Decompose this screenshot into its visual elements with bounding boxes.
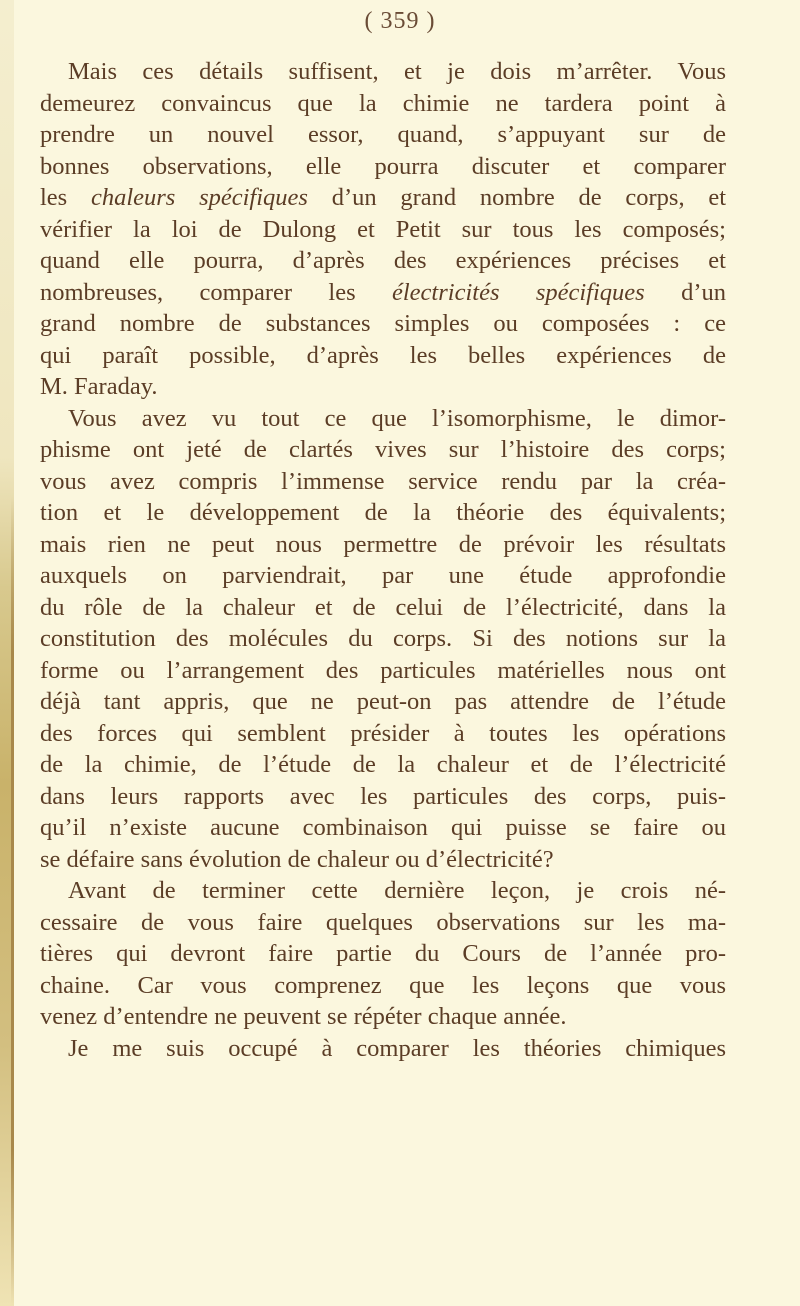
text-segment: phisme ont jeté de clartés vives sur l’histoire des corps; [40, 436, 726, 463]
text-line [40, 812, 726, 844]
text-line [40, 277, 726, 309]
text-segment: bonnes observations, elle pourra discuter et comparer [40, 152, 726, 180]
text-segment: se défaire sans évolution de chaleur ou d’électricité? [40, 845, 554, 873]
text-line [40, 592, 726, 624]
text-segment: de la chimie, de l’étude de la chaleur et de l’électricité [40, 751, 726, 778]
book-binding-edge [0, 0, 14, 1306]
text-segment: du rôle de la chaleur et de celui de l’électricité, dans la [40, 593, 726, 621]
text-segment: grand nombre de substances simples ou composées : ce [40, 310, 726, 337]
text-line [40, 245, 726, 277]
text-line [40, 88, 726, 120]
text-line [40, 466, 726, 498]
text-line [40, 403, 726, 435]
italic-term: électricités spécifiques [392, 278, 645, 306]
italic-term: chaleurs spécifiques [90, 184, 308, 211]
text-segment: forme ou l’arrangement des particules matérielles nous ont [40, 656, 726, 684]
text-segment: tières qui devront faire partie du Cours de l’année pro- [40, 940, 726, 967]
text-line [40, 119, 726, 151]
text-segment: vous avez compris l’immense service rendu par la créa- [40, 467, 726, 495]
text-segment: qui paraît possible, d’après les belles expériences de [40, 341, 726, 369]
text-line [40, 182, 726, 214]
text-segment: tion et le développement de la théorie des équivalents; [40, 499, 726, 526]
text-line [40, 623, 726, 655]
text-line [40, 875, 726, 907]
text-line [40, 970, 726, 1002]
text-line [40, 529, 726, 561]
text-segment: mais rien ne peut nous permettre de prévoir les résultats [40, 530, 726, 558]
text-segment: les [40, 184, 91, 211]
text-line [40, 560, 726, 592]
text-line [40, 371, 726, 403]
text-segment: Mais ces détails suffisent, et je dois m’arrêter. Vous [68, 58, 726, 85]
text-line [40, 151, 726, 183]
text-segment: demeurez convaincus que la chimie ne tardera point à [40, 89, 726, 117]
text-segment: venez d’entendre ne peuvent se répéter chaque année. [40, 1003, 567, 1030]
text-line [40, 749, 726, 781]
text-line [40, 781, 726, 813]
text-line [40, 718, 726, 750]
text-segment: des forces qui semblent présider à toutes les opérations [40, 719, 726, 747]
text-segment: qu’il n’existe aucune combinaison qui puisse se faire ou [40, 814, 726, 841]
text-segment: prendre un nouvel essor, quand, s’appuyant sur de [40, 121, 726, 148]
text-segment: d’un grand nombre de corps, et [307, 184, 726, 211]
text-line [40, 1033, 726, 1065]
text-line [40, 655, 726, 687]
text-line [40, 938, 726, 970]
text-segment: Je me suis occupé à comparer les théories chimiques [68, 1034, 726, 1062]
text-line [40, 497, 726, 529]
text-segment: dans leurs rapports avec les particules des corps, puis- [40, 782, 726, 810]
text-line [40, 1001, 726, 1033]
text-segment: Vous avez vu tout ce que l’isomorphisme, le dimor- [68, 404, 726, 432]
text-segment: nombreuses, comparer les [40, 278, 392, 306]
text-segment: d’un [644, 278, 726, 306]
text-segment: cessaire de vous faire quelques observations sur les ma- [40, 908, 726, 936]
text-line [40, 686, 726, 718]
text-segment: déjà tant appris, que ne peut-on pas attendre de l’étude [40, 688, 726, 715]
text-segment: auxquels on parviendrait, par une étude approfondie [40, 562, 726, 589]
text-segment: quand elle pourra, d’après des expériences précises et [40, 247, 726, 274]
text-line [40, 340, 726, 372]
text-line [40, 308, 726, 340]
text-segment: constitution des molécules du corps. Si des notions sur la [40, 625, 726, 652]
page-number: ( 359 ) [364, 8, 436, 34]
text-segment: vérifier la loi de Dulong et Petit sur tous les composés; [40, 215, 726, 243]
text-segment: chaine. Car vous comprenez que les leçons que vous [40, 971, 726, 999]
text-line [40, 434, 726, 466]
text-line [40, 907, 726, 939]
text-segment: M. Faraday. [40, 373, 158, 400]
body-text [40, 56, 726, 1064]
text-line [40, 56, 726, 88]
text-line [40, 844, 726, 876]
text-segment: Avant de terminer cette dernière leçon, je crois né- [68, 877, 726, 904]
text-line [40, 214, 726, 246]
